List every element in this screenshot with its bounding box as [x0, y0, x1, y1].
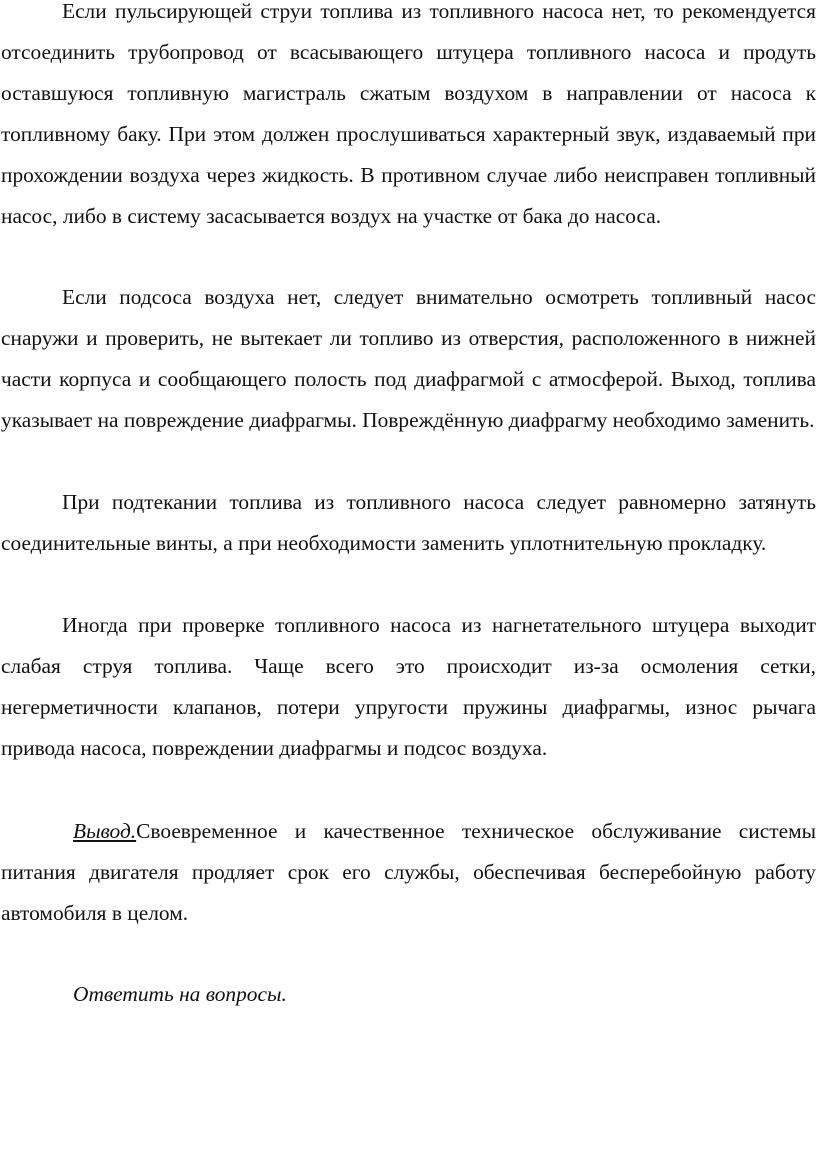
paragraph-fuel-jet-check: Если пульсирующей струи топлива из топливного насоса нет, то рекомендуется отсоединить трубопровод от всасывающего штуцера топливного насоса и продуть оставшуюся топливную магистраль сжатым воздухом в направлении от насоса к топливному баку. При этом должен прослушиваться характерный звук, издаваемый при прохождении воздуха через жидкость. В противном случае либо неисправен топливный насос, либо в систему засасывается воздух на участке от бака до насоса. [1, 0, 816, 228]
conclusion-text: Своевременное и качественное техническое обслуживание системы питания двигателя продляет срок его службы, обеспечивая бесперебойную работу автомобиля в целом. [1, 819, 816, 925]
conclusion-label: Вывод. [73, 819, 137, 843]
paragraph-questions [1, 974, 816, 1015]
paragraph-weak-jet-causes: Иногда при проверке топливного насоса из нагнетательного штуцера выходит слабая струя топлива. Чаще всего это происходит из-за осмоления сетки, негерметичности клапанов, потери упругости пружины диафрагмы, износ рычага привода насоса, повреждении диафрагмы и подсос воздуха. [1, 613, 816, 760]
questions-label: Ответить на вопросы. [73, 982, 287, 1006]
paragraph-conclusion [1, 811, 816, 934]
paragraph-fuel-leak-fix: При подтекании топлива из топливного насоса следует равномерно затянуть соединительные винты, а при необходимости заменить уплотнительную прокладку. [1, 490, 816, 555]
paragraph-air-leak-check: Если подсоса воздуха нет, следует внимательно осмотреть топливный насос снаружи и проверить, не вытекает ли топливо из отверстия, расположенного в нижней части корпуса и сообщающего полость под диафрагмой с атмосферой. Выход, топлива указывает на повреждение диафрагмы. Повреждённую диафрагму необходимо заменить. [1, 285, 816, 432]
